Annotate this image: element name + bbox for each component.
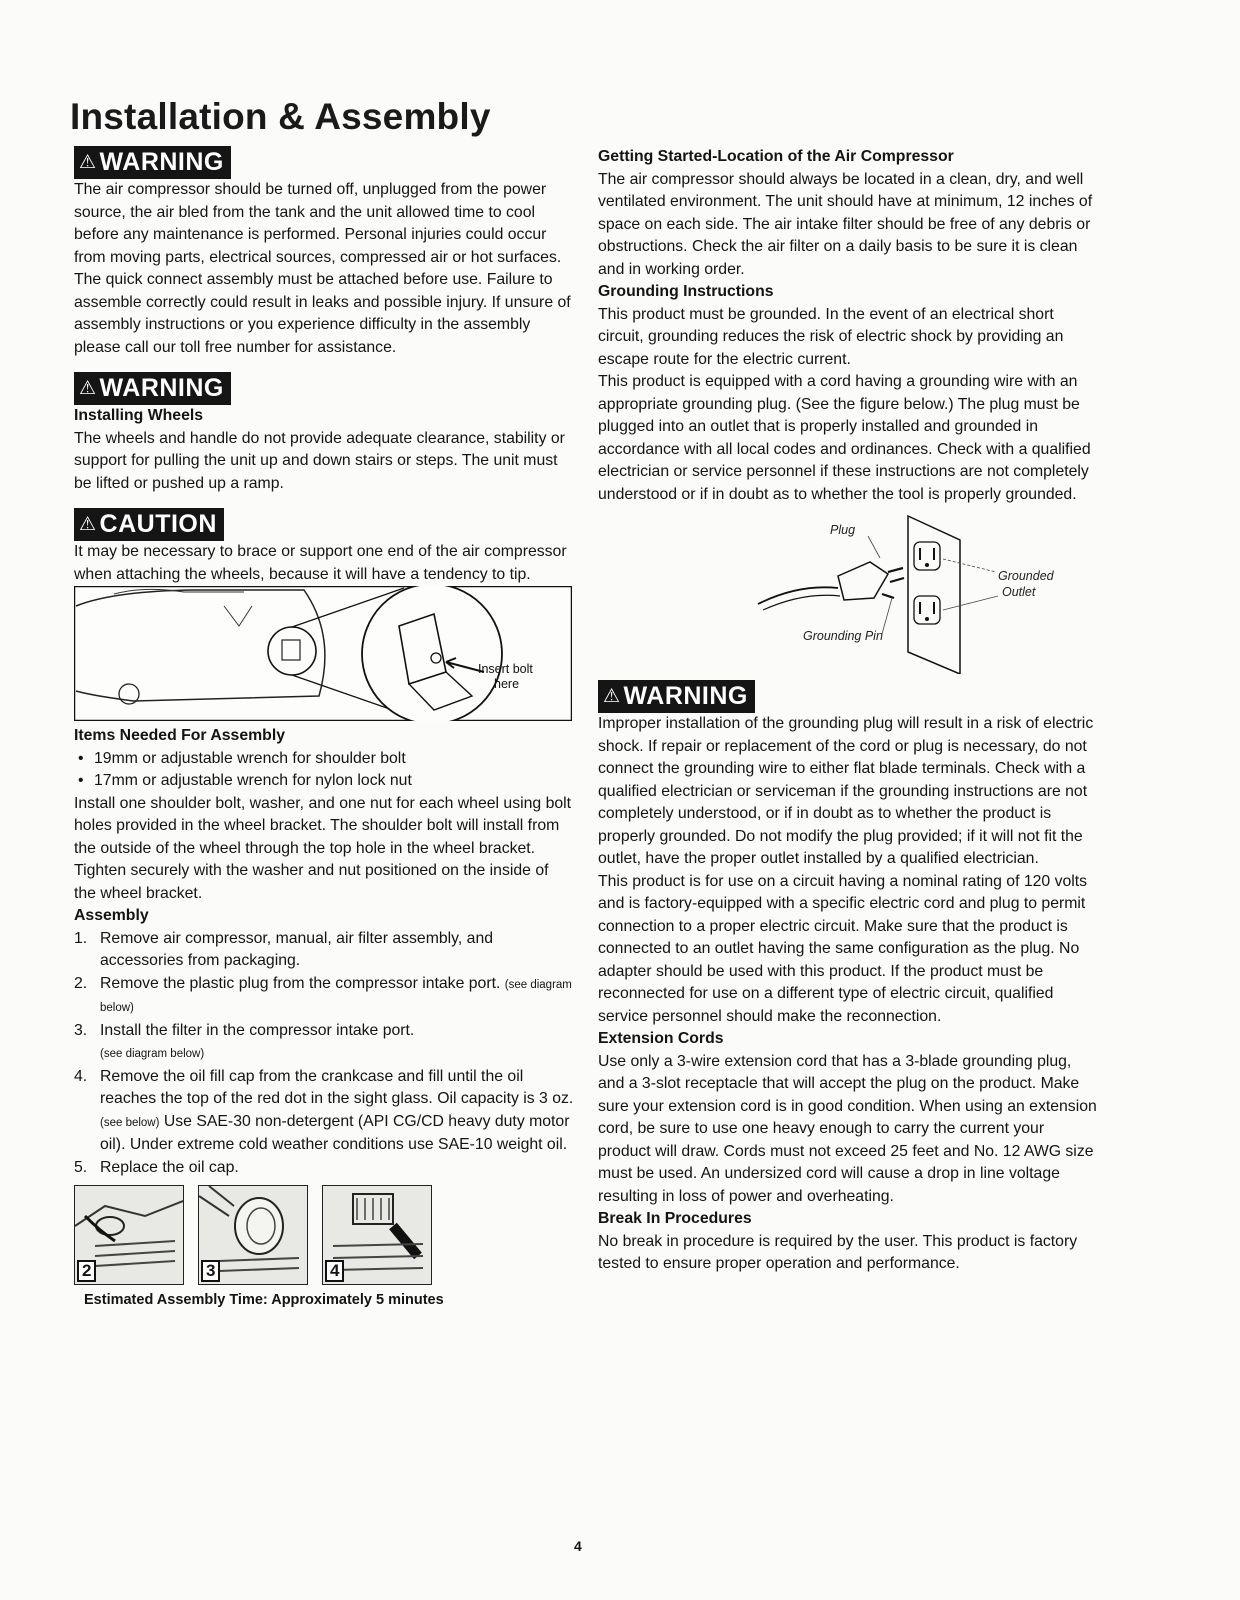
photo-number: 2 (77, 1260, 96, 1282)
list-item (74, 973, 574, 1020)
grounding-text-2: This product is equipped with a cord having a grounding wire with an appropriate grounding plug. (See the figure below.) The plug must be plugged into an outlet that is properly installed and grounded in accordance with all local codes and ordinances. Check with a qualified electrician or service personnel if these instructions are not completely understood or if in doubt as to whether the tool is properly grounded. (598, 373, 1091, 503)
photo-step-3 (198, 1185, 308, 1285)
step-number: 1. (74, 929, 88, 947)
break-in-heading: Break In Procedures (598, 1210, 752, 1227)
assembly-steps (74, 928, 574, 1180)
grounding-warning-text-1: Improper installation of the grounding plug will result in a risk of electric shock. If repair or replacement of the cord or plug is necessary, do not connect the grounding wire to either flat blade terminals. Check with a qualified electrician or serviceman if the grounding instructions are not completely understood, or if in doubt as to whether the product is properly grounded. Do not modify the plug provided; if it will not fit the outlet, have the proper outlet installed by a qualified electrician. (598, 715, 1094, 867)
warning-label: WARNING (623, 682, 748, 710)
caution-text: It may be necessary to brace or support one end of the air compressor when attaching the wheels, because it will have a tendency to tip. (74, 543, 567, 583)
caution-triangle-icon: ⚠ (79, 514, 97, 535)
grounded-outlet-figure (598, 514, 1088, 674)
grounding-text-1: This product must be grounded. In the event of an electrical short circuit, grounding reduces the risk of electric shock by providing an escape route for the electric current. (598, 305, 1064, 368)
step-note: (see below) (100, 1116, 160, 1129)
photo-number: 3 (201, 1260, 220, 1282)
plug-label: Plug (830, 523, 856, 537)
step-number: 2. (74, 974, 88, 992)
items-needed-heading: Items Needed For Assembly (74, 727, 285, 744)
step-number: 5. (74, 1158, 88, 1176)
photo-number: 4 (325, 1260, 344, 1282)
step-number: 3. (74, 1021, 88, 1039)
assembly-photos (74, 1185, 574, 1285)
warning-triangle-icon: ⚠ (79, 152, 97, 173)
grounding-pin-label: Grounding Pin (803, 629, 883, 643)
step-number: 4. (74, 1067, 88, 1085)
extension-cords-text: Use only a 3-wire extension cord that has a 3-blade grounding plug, and a 3-slot receptacle that will accept the plug on the product. Make sure your extension cord is in good condition. When using an extension cord, be sure to use one heavy enough to carry the current your product will draw. Cords must not exceed 25 feet and No. 12 AWG size must be used. An undersized cord will cause a drop in line voltage resulting in loss of power and overheating. (598, 1052, 1097, 1205)
page-title: Installation & Assembly (70, 96, 491, 137)
right-column (598, 146, 1098, 1276)
list-item (74, 1020, 574, 1066)
wheel-bracket-figure (74, 586, 572, 721)
step-text: Remove air compressor, manual, air filter assembly, and accessories from packaging. (100, 929, 494, 969)
list-item (74, 928, 574, 973)
assembly-heading: Assembly (74, 907, 149, 924)
detail-zoom-circle (362, 586, 502, 721)
step-note: (see diagram below) (100, 1048, 205, 1060)
installing-wheels-heading: Installing Wheels (74, 407, 204, 424)
caution-badge (74, 508, 224, 541)
items-needed-text: Install one shoulder bolt, washer, and one nut for each wheel using bolt holes provided in the wheel bracket. The shoulder bolt will install from the outside of the wheel through the top hole in the wheel bracket. Tighten securely with the washer and nut positioned on the inside of the wheel bracket. (74, 794, 572, 902)
callout-here: here (494, 677, 520, 691)
extension-cords-heading: Extension Cords (598, 1030, 724, 1047)
step-text: Remove the oil fill cap from the crankcase and fill until the oil reaches the top of the red dot in the sight glass. Oil capacity is 3 oz. (100, 1067, 574, 1107)
warning-text: The air compressor should be turned off, unplugged from the power source, the air bled from the tank and the unit allowed time to cool before any maintenance is performed. Personal injuries could occur from moving parts, electrical sources, compressed air or hot surfaces. The quick connect assembly must be attached before use. Failure to assemble correctly could result in leaks and possible injury. If unsure of assembly instructions or you experience difficulty in the assembly please call our toll free number for assistance. (74, 181, 571, 356)
warning-triangle-icon: ⚠ (79, 378, 97, 399)
getting-started-heading: Getting Started-Location of the Air Compressor (598, 148, 954, 165)
photo-step-2 (74, 1185, 184, 1285)
break-in-text: No break in procedure is required by the user. This product is factory tested to ensure proper operation and performance. (598, 1232, 1078, 1272)
photo-step-4 (322, 1185, 432, 1285)
step-text: Replace the oil cap. (100, 1158, 239, 1176)
step-note: (see diagram below) (100, 978, 572, 1014)
installing-wheels-text: The wheels and handle do not provide adequate clearance, stability or support for pulling the unit up and down stairs or steps. The unit must be lifted or pushed up a ramp. (74, 429, 565, 492)
grounded-label: Grounded (998, 569, 1054, 583)
grounding-warning-text-2: This product is for use on a circuit having a nominal rating of 120 volts and is factory-equipped with a specific electric cord and plug to permit connection to a proper electric circuit. Make sure that the product is connected to an outlet having the same configuration as the plug. No adapter should be used with this product. If the product must be reconnected for use on a different type of electric circuit, qualified service personnel should make the reconnection. (598, 872, 1088, 1025)
warning-label: WARNING (99, 148, 224, 176)
grounding-heading: Grounding Instructions (598, 283, 774, 300)
warning-triangle-icon: ⚠ (603, 686, 621, 707)
list-item: • 19mm or adjustable wrench for shoulder bolt (74, 748, 574, 771)
warning-badge (598, 680, 755, 713)
warning-badge (74, 146, 231, 179)
outlet-label: Outlet (1002, 585, 1036, 599)
outlet-plate (908, 516, 960, 674)
warning-label: WARNING (99, 374, 224, 402)
warning-badge (74, 372, 231, 405)
getting-started-text: The air compressor should always be located in a clean, dry, and well ventilated environment. The unit should have at minimum, 12 inches of space on each side. The air intake filter should be free of any debris or obstructions. Check the air filter on a daily basis to be sure it is clean and in working order. (598, 170, 1093, 278)
list-item (74, 1066, 574, 1157)
plug-body (838, 562, 888, 600)
caution-label: CAUTION (99, 510, 217, 538)
list-item: • 17mm or adjustable wrench for nylon lock nut (74, 770, 574, 793)
step-text: Remove the plastic plug from the compressor intake port. (100, 974, 501, 992)
list-item (74, 1157, 574, 1180)
page-number: 4 (574, 1538, 582, 1554)
step-text: Install the filter in the compressor intake port. (100, 1021, 415, 1039)
estimated-assembly-time: Estimated Assembly Time: Approximately 5 minutes (84, 1292, 444, 1308)
callout-insert-bolt: Insert bolt (478, 662, 533, 676)
step-text: Use SAE-30 non-detergent (API CG/CD heavy duty motor oil). Under extreme cold weather conditions use SAE-10 weight oil. (100, 1112, 570, 1153)
left-column (74, 146, 574, 1312)
items-needed-list (74, 748, 574, 793)
